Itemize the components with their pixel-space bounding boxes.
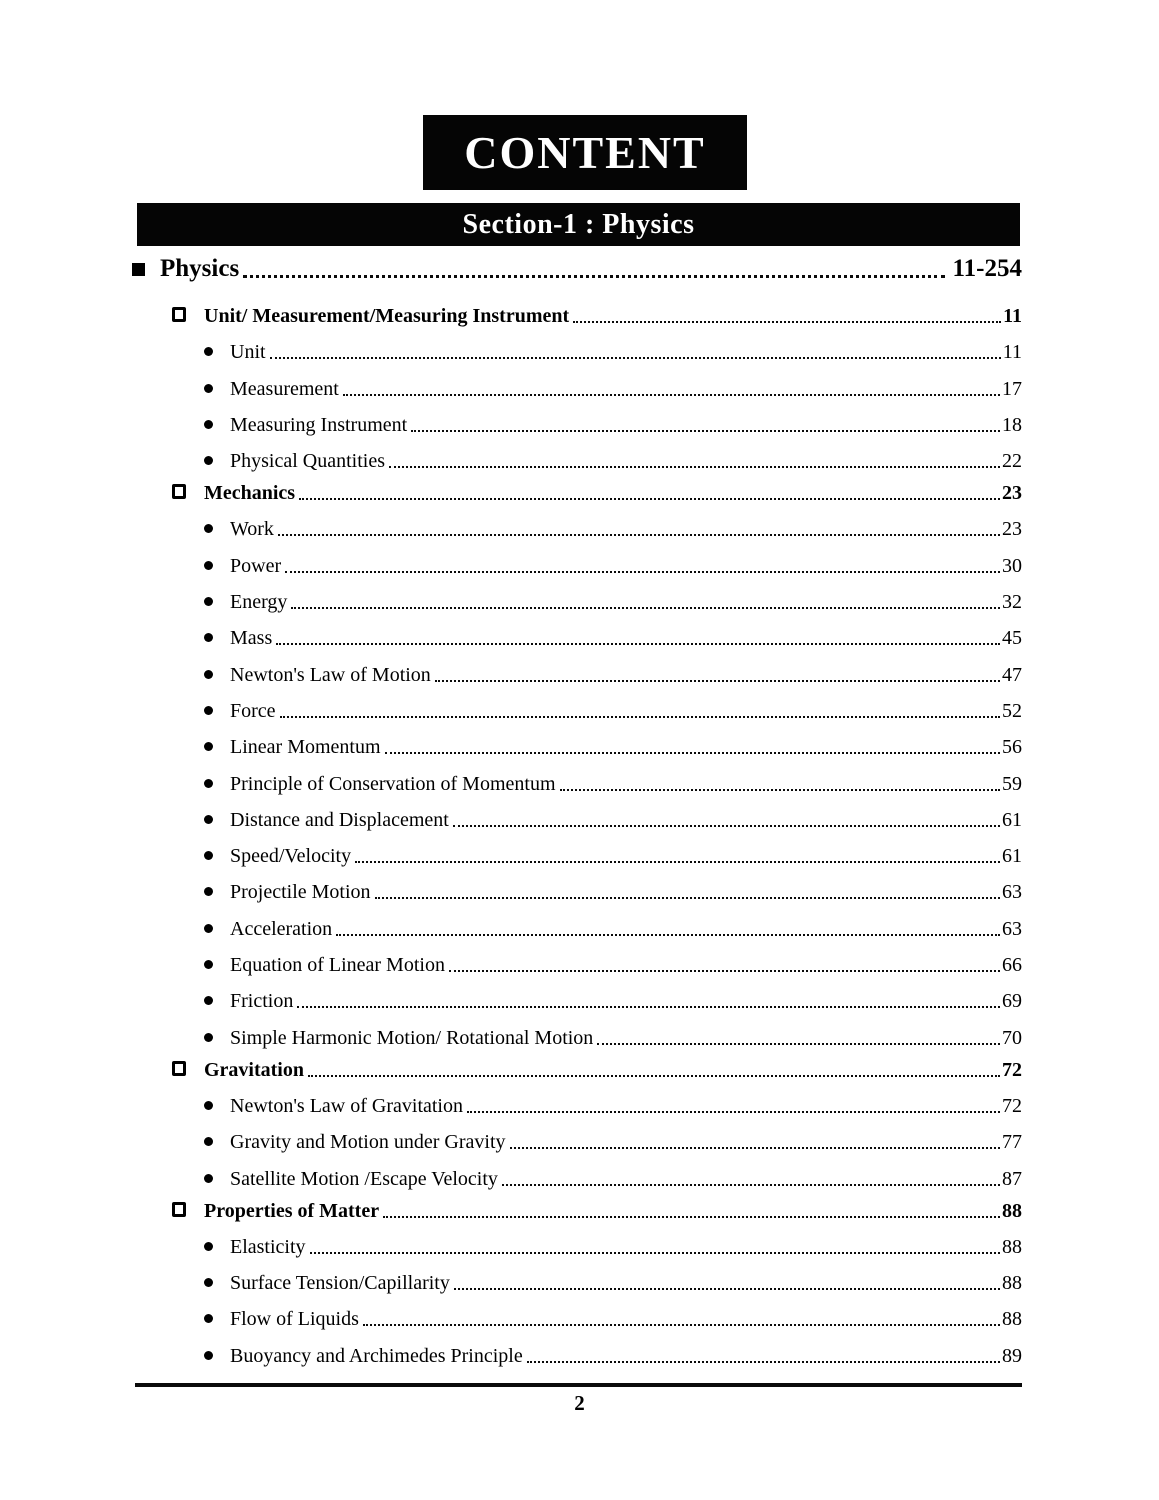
dot-leader <box>297 1006 1000 1008</box>
circle-bullet <box>204 1174 213 1183</box>
toc-entry <box>137 283 1022 328</box>
dot-leader <box>336 934 1000 936</box>
toc-entry-label: Gravity and Motion under Gravity <box>230 1131 506 1154</box>
dot-leader <box>383 1216 1000 1218</box>
circle-bullet <box>204 1278 213 1287</box>
circle-bullet <box>204 887 213 896</box>
toc-entry <box>137 977 1022 1013</box>
toc-entry-label: Gravitation <box>204 1058 304 1081</box>
toc-list <box>137 252 1022 1368</box>
toc-entry-page: 22 <box>1002 450 1022 473</box>
toc-entry <box>137 1295 1022 1331</box>
circle-bullet <box>204 561 213 570</box>
circle-bullet <box>204 1033 213 1042</box>
toc-entry-page: 18 <box>1002 413 1022 436</box>
toc-entry-label: Flow of Liquids <box>230 1308 359 1331</box>
dot-leader <box>502 1184 1000 1186</box>
toc-entry-label: Equation of Linear Motion <box>230 954 445 977</box>
toc-entry-page: 89 <box>1002 1344 1022 1367</box>
toc-entry-label: Simple Harmonic Motion/ Rotational Motion <box>230 1026 594 1049</box>
toc-entry-label: Properties of Matter <box>204 1199 380 1222</box>
toc-entry-page: 23 <box>1002 518 1022 541</box>
toc-entry-label: Distance and Displacement <box>230 808 449 831</box>
footer-page-number: 2 <box>574 1391 585 1415</box>
circle-bullet <box>204 597 213 606</box>
dot-leader <box>510 1147 1001 1149</box>
toc-entry <box>137 473 1022 505</box>
dot-leader <box>278 534 1000 536</box>
toc-entry-label: Energy <box>230 591 288 614</box>
toc-entry-page: 52 <box>1002 699 1022 722</box>
toc-entry-page: 23 <box>1002 482 1022 505</box>
toc-entry <box>137 401 1022 437</box>
toc-entry-page: 72 <box>1002 1094 1022 1117</box>
toc-entry-page: 66 <box>1002 954 1022 977</box>
dot-leader <box>453 825 1000 827</box>
toc-entry-page: 87 <box>1002 1167 1022 1190</box>
page-title-banner <box>423 115 747 190</box>
toc-entry <box>137 650 1022 686</box>
circle-bullet <box>204 779 213 788</box>
open-square-bullet <box>172 484 186 499</box>
toc-entry-label: Speed/Velocity <box>230 845 352 868</box>
section-header: Section-1 : Physics <box>462 208 695 240</box>
toc-entry-label: Elasticity <box>230 1235 306 1258</box>
toc-entry-page: 88 <box>1002 1308 1022 1331</box>
dot-leader <box>343 394 1000 396</box>
footer-rule <box>135 1383 1022 1387</box>
dot-leader <box>291 607 1000 609</box>
toc-entry <box>137 868 1022 904</box>
toc-entry <box>137 904 1022 940</box>
toc-entry-label: Newton's Law of Motion <box>230 663 431 686</box>
toc-entry <box>137 1050 1022 1082</box>
toc-entry-page: 11 <box>1002 341 1022 364</box>
toc-entry-label: Work <box>230 518 274 541</box>
toc-entry <box>137 1223 1022 1259</box>
dot-leader <box>375 897 1000 899</box>
toc-entry-page: 47 <box>1002 663 1022 686</box>
toc-entry-page: 88 <box>1002 1235 1022 1258</box>
circle-bullet <box>204 996 213 1005</box>
toc-entry <box>137 364 1022 400</box>
dot-leader <box>299 498 1000 500</box>
toc-entry-page: 56 <box>1002 736 1022 759</box>
toc-entry-page: 59 <box>1002 772 1022 795</box>
toc-entry-page: 70 <box>1002 1026 1022 1049</box>
dot-leader <box>435 680 1000 682</box>
circle-bullet <box>204 851 213 860</box>
toc-entry <box>137 1013 1022 1049</box>
circle-bullet <box>204 1101 213 1110</box>
toc-entry-page: 61 <box>1002 845 1022 868</box>
open-square-bullet <box>172 1061 186 1076</box>
toc-entry <box>137 541 1022 577</box>
circle-bullet <box>204 384 213 393</box>
toc-entry-page: 88 <box>1002 1272 1022 1295</box>
toc-entry-page: 30 <box>1002 554 1022 577</box>
circle-bullet <box>204 1137 213 1146</box>
circle-bullet <box>204 960 213 969</box>
toc-entry <box>137 796 1022 832</box>
toc-entry-label: Projectile Motion <box>230 881 371 904</box>
toc-entry-label: Force <box>230 699 276 722</box>
toc-entry-label: Measuring Instrument <box>230 413 408 436</box>
toc-entry-label: Surface Tension/Capillarity <box>230 1272 450 1295</box>
dot-leader <box>270 357 1001 359</box>
toc-entry-label: Unit/ Measurement/Measuring Instrument <box>204 305 570 327</box>
toc-entry <box>137 723 1022 759</box>
toc-entry-label: Mass <box>230 627 273 650</box>
dot-leader <box>285 571 1000 573</box>
circle-bullet <box>204 347 213 356</box>
toc-entry-label: Newton's Law of Gravitation <box>230 1094 463 1117</box>
dot-leader <box>276 643 1000 645</box>
toc-entry <box>137 687 1022 723</box>
page-title: CONTENT <box>464 126 706 178</box>
toc-entry-page: 61 <box>1002 808 1022 831</box>
toc-entry <box>137 505 1022 541</box>
dot-leader <box>389 466 1000 468</box>
circle-bullet <box>204 670 213 679</box>
dot-leader <box>449 970 1000 972</box>
toc-entry <box>137 578 1022 614</box>
open-square-bullet <box>172 307 186 322</box>
toc-entry-label: Physical Quantities <box>230 450 385 473</box>
toc-entry-page: 72 <box>1002 1058 1022 1081</box>
toc-entry-page: 63 <box>1002 917 1022 940</box>
toc-entry-page: 45 <box>1002 627 1022 650</box>
toc-entry <box>137 328 1022 364</box>
circle-bullet <box>204 633 213 642</box>
open-square-bullet <box>172 1202 186 1217</box>
toc-entry-page: 32 <box>1002 591 1022 614</box>
dot-leader <box>308 1075 1000 1077</box>
dot-leader <box>527 1361 1000 1363</box>
dot-leader <box>385 752 1000 754</box>
dot-leader <box>454 1288 1000 1290</box>
toc-entry-label: Mechanics <box>204 482 296 505</box>
dot-leader <box>355 861 1000 863</box>
toc-entry-page: 77 <box>1002 1131 1022 1154</box>
circle-bullet <box>204 706 213 715</box>
circle-bullet <box>204 1314 213 1323</box>
dot-leader <box>280 716 1000 718</box>
toc-entry-page: 63 <box>1002 881 1022 904</box>
toc-entry-label: Satellite Motion /Escape Velocity <box>230 1167 498 1190</box>
circle-bullet <box>204 524 213 533</box>
toc-entry-page: 11-254 <box>952 255 1022 282</box>
filled-square-bullet <box>132 263 145 276</box>
circle-bullet <box>204 1351 213 1360</box>
toc-entry-label: Linear Momentum <box>230 736 381 759</box>
toc-entry-page: 11 <box>1003 305 1022 327</box>
toc-entry <box>137 1259 1022 1295</box>
toc-entry-label: Friction <box>230 990 294 1013</box>
section-header-bar <box>137 203 1020 246</box>
dot-leader <box>363 1324 1000 1326</box>
circle-bullet <box>204 420 213 429</box>
circle-bullet <box>204 742 213 751</box>
toc-entry-label: Unit <box>230 341 266 364</box>
toc-entry-page: 88 <box>1002 1199 1022 1222</box>
toc-entry-label: Acceleration <box>230 917 333 940</box>
toc-entry-label: Buoyancy and Archimedes Principle <box>230 1344 523 1367</box>
toc-entry <box>137 437 1022 473</box>
toc-entry-label: Measurement <box>230 377 339 400</box>
toc-entry-label: Principle of Conservation of Momentum <box>230 772 556 795</box>
circle-bullet <box>204 924 213 933</box>
toc-entry <box>137 1331 1022 1367</box>
toc-entry <box>137 1191 1022 1223</box>
toc-entry-label: Power <box>230 554 282 577</box>
toc-entry <box>137 1154 1022 1190</box>
circle-bullet <box>204 815 213 824</box>
dot-leader <box>560 789 1000 791</box>
toc-entry <box>137 1118 1022 1154</box>
toc-entry <box>137 759 1022 795</box>
dot-leader <box>411 430 1000 432</box>
toc-entry-label: Physics <box>160 255 240 282</box>
circle-bullet <box>204 456 213 465</box>
dot-leader <box>243 275 944 278</box>
toc-entry-page: 17 <box>1002 377 1022 400</box>
toc-entry <box>137 941 1022 977</box>
toc-entry <box>137 252 1022 283</box>
toc-entry <box>137 832 1022 868</box>
toc-entry <box>137 1082 1022 1118</box>
dot-leader <box>310 1252 1000 1254</box>
dot-leader <box>573 321 1001 323</box>
toc-entry <box>137 614 1022 650</box>
toc-entry-page: 69 <box>1002 990 1022 1013</box>
dot-leader <box>467 1111 1000 1113</box>
dot-leader <box>597 1043 1000 1045</box>
circle-bullet <box>204 1242 213 1251</box>
